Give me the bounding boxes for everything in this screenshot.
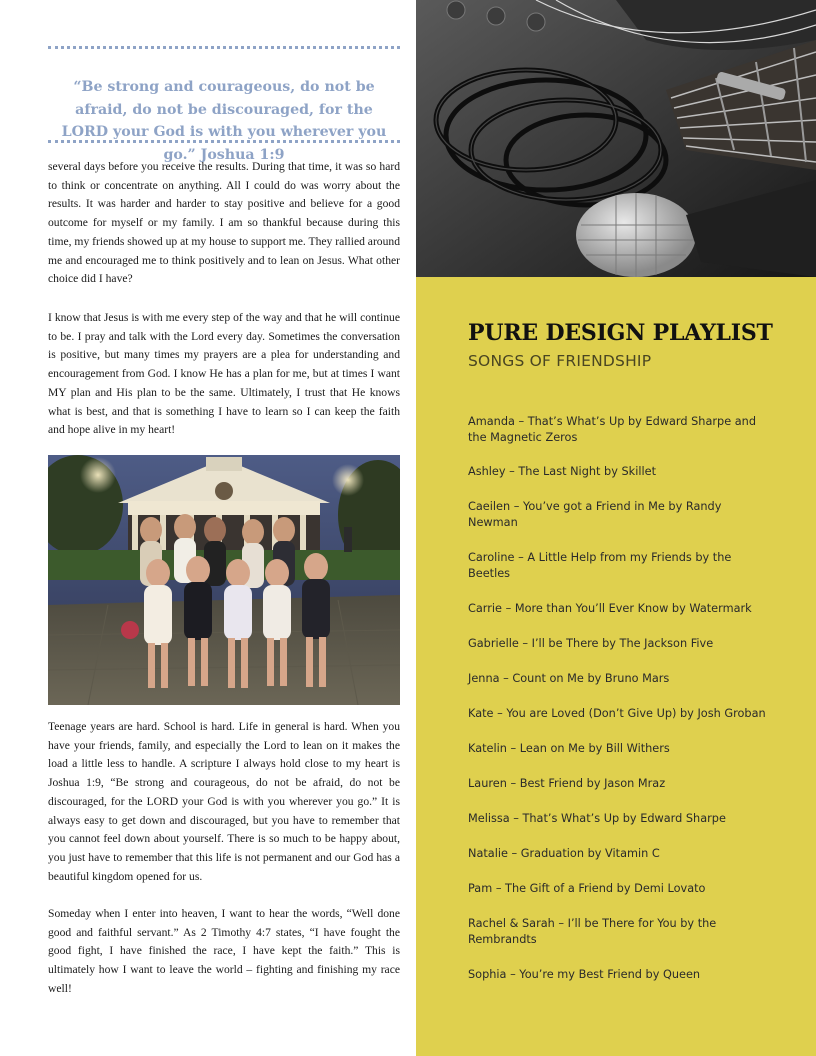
group-photo xyxy=(48,455,400,705)
playlist-item: Lauren – Best Friend by Jason Mraz xyxy=(468,777,666,790)
playlist-item: Caeilen – You’ve got a Friend in Me by Randy Newman xyxy=(468,500,722,529)
body-paragraph: several days before you receive the results. During that time, it was so hard to think or concentrate on anything. All I could do was worry about the results. It was harder and harder to stay positive and believe for a good outcome for myself or my family. I am so thankful because during this time, my friends showed up at my house to support me. They rallied around me and encouraged me to think positively and to lean on Jesus. What other choice did I have? xyxy=(48,160,400,286)
playlist-item: Ashley – The Last Night by Skillet xyxy=(468,465,656,478)
playlist-list xyxy=(468,414,768,983)
playlist-item: Natalie – Graduation by Vitamin C xyxy=(468,847,660,860)
playlist-item: Pam – The Gift of a Friend by Demi Lovato xyxy=(468,882,706,895)
playlist-subtitle: SONGS OF FRIENDSHIP xyxy=(468,352,652,370)
pull-quote xyxy=(48,44,400,163)
quote-text: “Be strong and courageous, do not be afraid, do not be discouraged, for the LORD your God is with you wherever you go.” Joshua 1:9 xyxy=(61,79,387,163)
dotted-divider-bottom xyxy=(48,140,400,143)
playlist-item: Kate – You are Loved (Don’t Give Up) by Josh Groban xyxy=(468,707,766,720)
playlist-item: Amanda – That’s What’s Up by Edward Sharpe and the Magnetic Zeros xyxy=(468,415,756,444)
playlist-item: Sophia – You’re my Best Friend by Queen xyxy=(468,968,701,981)
guitar-microphone-photo xyxy=(416,0,816,277)
playlist-item: Caroline – A Little Help from my Friends by the Beetles xyxy=(468,551,732,580)
playlist-item: Katelin – Lean on Me by Bill Withers xyxy=(468,742,670,755)
playlist-item: Rachel & Sarah – I’ll be There for You by the Rembrandts xyxy=(468,917,717,946)
playlist-item: Jenna – Count on Me by Bruno Mars xyxy=(468,672,670,685)
dotted-divider-top xyxy=(48,46,400,49)
playlist-item: Gabrielle – I’ll be There by The Jackson Five xyxy=(468,637,714,650)
playlist-title: PURE DESIGN PLAYLIST xyxy=(468,320,773,346)
playlist-item: Carrie – More than You’ll Ever Know by Watermark xyxy=(468,602,752,615)
body-paragraph: Teenage years are hard. School is hard. Life in general is hard. When you have your friends, family, and especially the Lord to lean on it makes the load a little less to handle. A scripture I always hold close to my heart is Joshua 1:9, “Be strong and courageous, do not be afraid, do not be discouraged, for the LORD your God is with you wherever you go.” It is always easy to get down and discouraged, but you have to remember that you cannot feel down about yourself. There is so much to be happy about, you just have to remember that this life is not permanent and our God has a beautiful kingdom opened for us. xyxy=(48,720,400,883)
body-paragraph: Someday when I enter into heaven, I want to hear the words, “Well done good and faithful servant.” As 2 Timothy 4:7 states, “I have fought the good fight, I have finished the race, I have kept the faith.” This is ultimately how I want to leave the world – fighting and finishing my race well! xyxy=(48,907,400,995)
playlist-item: Melissa – That’s What’s Up by Edward Sharpe xyxy=(468,812,726,825)
body-paragraph: I know that Jesus is with me every step of the way and that he will continue to be. I pray and talk with the Lord every day. Sometimes the conversation is positive, but many times my prayers are a plea for understanding and encouragement from God. I know He has a plan for me, but at times I want MY plan and His plan to be the same. Ultimately, I trust that He knows what is best, and that is something I have to learn so I can keep the faith and hope alive in my heart! xyxy=(48,311,400,437)
